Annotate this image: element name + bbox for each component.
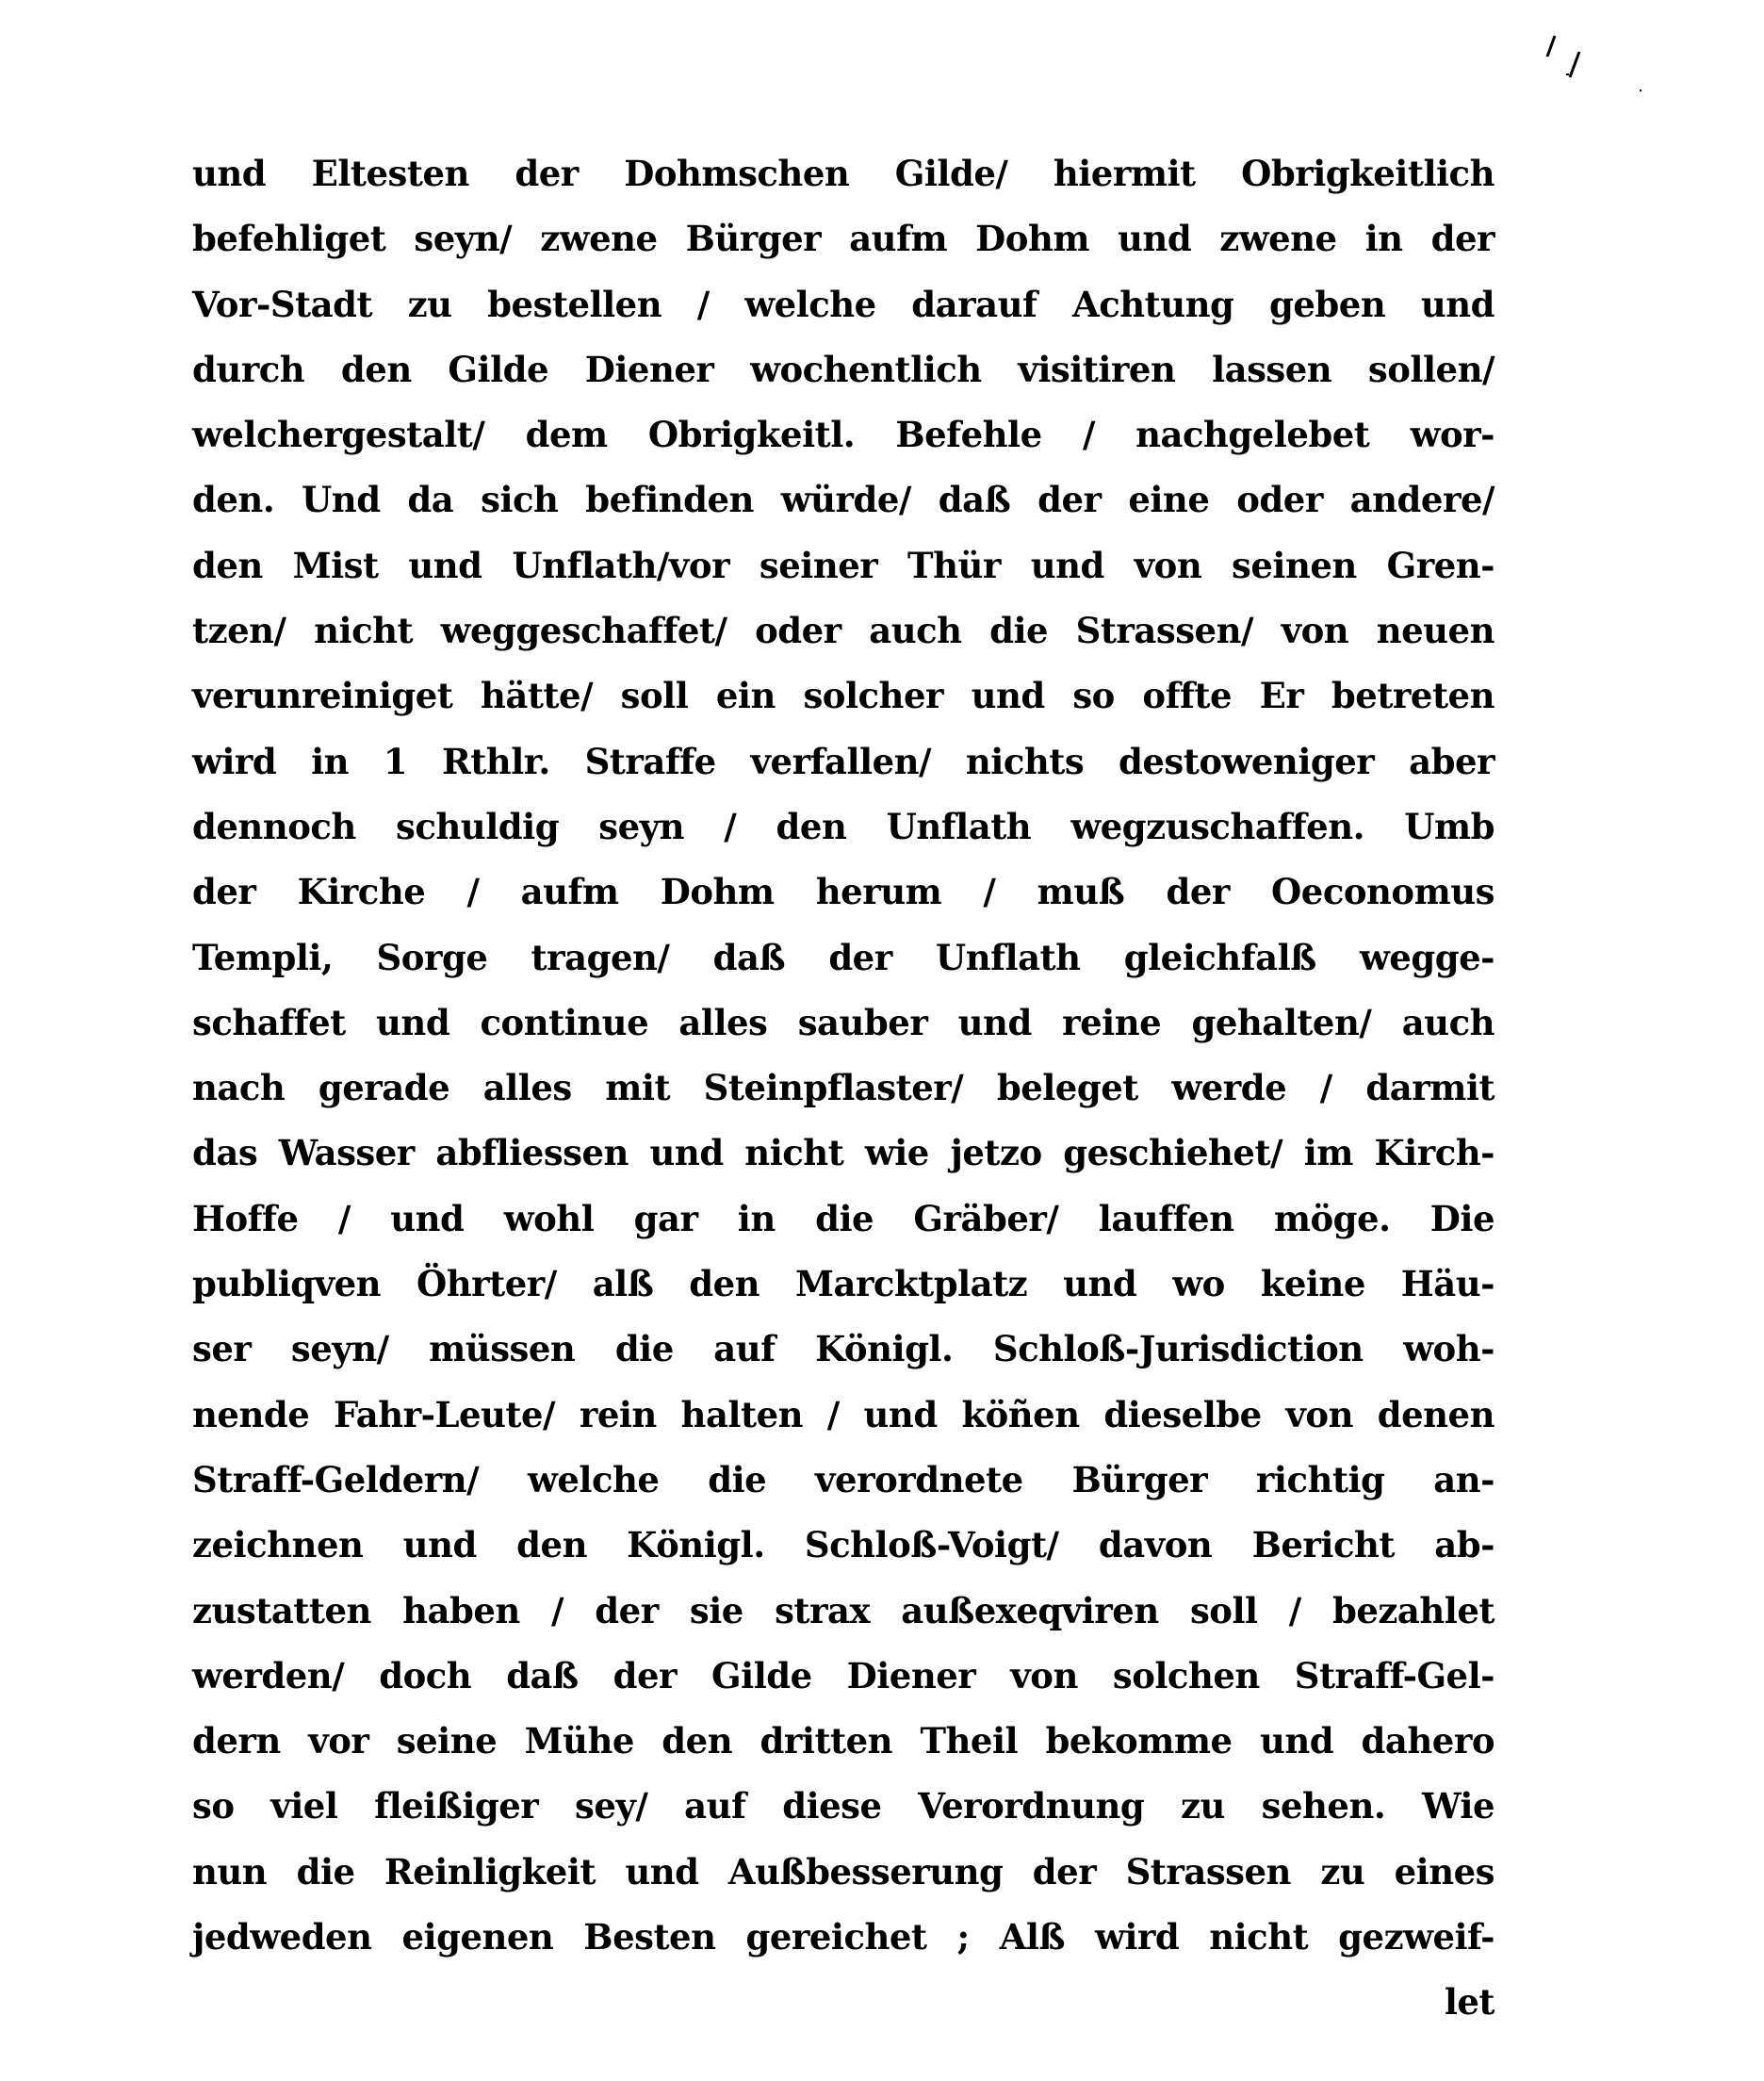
text-line: Vor-Stadt zu bestellen / welche darauf Achtung geben und [192,283,1494,325]
text-line: zeichnen und den Königl. Schloß-Voigt/ davon Bericht ab- [192,1524,1494,1566]
text-line: nach gerade alles mit Steinpflaster/ beleget werde / darmit [192,1067,1494,1109]
text-line: den. Und da sich befinden würde/ daß der eine oder andere/ [192,479,1494,521]
text-line: dennoch schuldig seyn / den Unflath wegzuschaffen. Umb [192,805,1494,847]
text-line: dern vor seine Mühe den dritten Theil bekomme und dahero [192,1720,1494,1762]
text-line: das Wasser abfliessen und nicht wie jetzo geschiehet/ im Kirch- [192,1132,1494,1174]
text-line: nende Fahr-Leute/ rein halten / und köñen dieselbe von denen [192,1393,1494,1435]
text-line: zustatten haben / der sie strax außexeqviren soll / bezahlet [192,1589,1494,1631]
text-line: werden/ doch daß der Gilde Diener von solchen Straff-Gel- [192,1654,1494,1696]
text-line: durch den Gilde Diener wochentlich visitiren lassen sollen/ [192,348,1494,390]
text-line: Straff-Geldern/ welche die verordnete Bürger richtig an- [192,1458,1494,1500]
text-line: und Eltesten der Dohmschen Gilde/ hiermit Obrigkeitlich [192,153,1494,194]
text-line: publiqven Öhrter/ alß den Marcktplatz und wo keine Häu- [192,1263,1494,1305]
text-line: Hoffe / und wohl gar in die Gräber/ lauffen möge. Die [192,1197,1494,1239]
text-line: so viel fleißiger sey/ auf diese Verordnung zu sehen. Wie [192,1785,1494,1827]
text-line: Templi, Sorge tragen/ daß der Unflath gleichfalß wegge- [192,936,1494,978]
text-line: ser seyn/ müssen die auf Königl. Schloß-Jurisdiction woh- [192,1328,1494,1370]
text-line: tzen/ nicht weggeschaffet/ oder auch die Strassen/ von neuen [192,610,1494,652]
text-line: der Kirche / aufm Dohm herum / muß der Oeconomus [192,871,1494,913]
text-line: wird in 1 Rthlr. Straffe verfallen/ nichts destoweniger aber [192,740,1494,782]
text-line: jedweden eigenen Besten gereichet ; Alß wird nicht gezweif- [192,1916,1494,1958]
text-line: welchergestalt/ dem Obrigkeitl. Befehle / nachgelebet wor- [192,414,1494,456]
text-line: schaffet und continue alles sauber und reine gehalten/ auch [192,1001,1494,1043]
handwritten-pencil-marks [1545,28,1658,104]
text-line: befehliget seyn/ zwene Bürger aufm Dohm und zwene in der [192,218,1494,260]
catchword: let [1444,1981,1494,2024]
text-line: nun die Reinligkeit und Außbesserung der Strassen zu eines [192,1850,1494,1893]
text-line: den Mist und Unflath/vor seiner Thür und von seinen Gren- [192,544,1494,586]
text-line: verunreiniget hätte/ soll ein solcher und so offte Er betreten [192,675,1494,717]
body-text [192,141,1494,2036]
